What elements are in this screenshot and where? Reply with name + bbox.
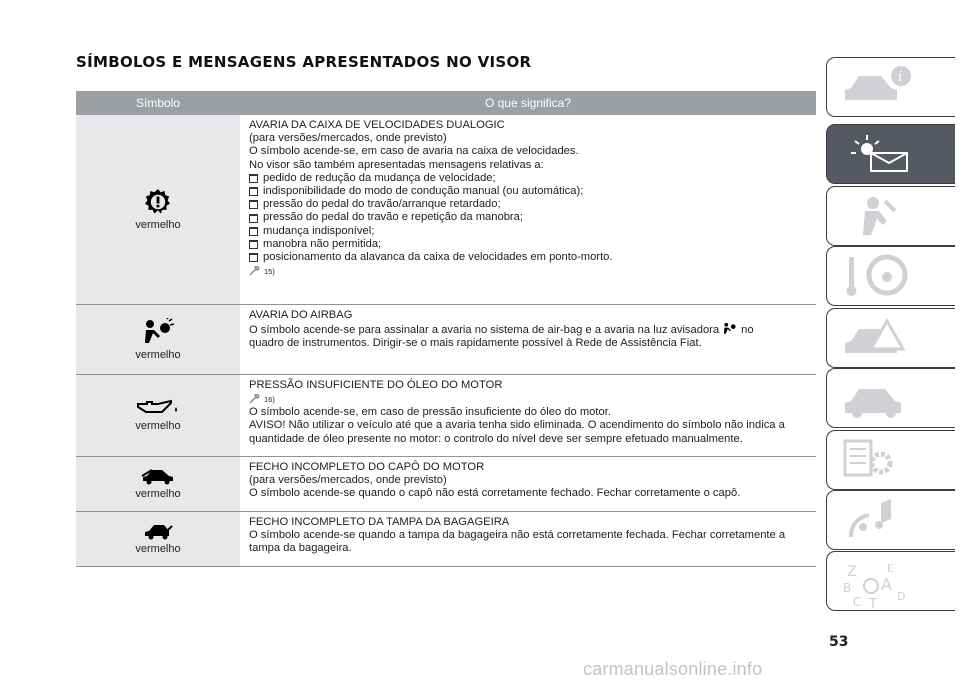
tab-emergency[interactable] xyxy=(826,308,955,368)
svg-text:C: C xyxy=(853,595,862,609)
tab-car-info[interactable] xyxy=(826,57,955,117)
symbol-color-label: vermelho xyxy=(135,219,181,231)
tab-index[interactable] xyxy=(826,551,955,611)
oil-can-icon xyxy=(136,399,180,417)
page-number: 53 xyxy=(829,634,849,650)
cross-reference xyxy=(249,264,816,278)
list-item-text: indisponibilidade do modo de condução manual (ou automática); xyxy=(263,185,584,198)
symbol-cell xyxy=(76,512,241,566)
symbol-color-label: vermelho xyxy=(135,487,181,500)
warning-heading: FECHO INCOMPLETO DO CAPÔ DO MOTOR xyxy=(249,461,485,473)
bullet-icon xyxy=(249,174,258,183)
list-item-text: pressão do pedal do travão/arranque retardado; xyxy=(263,198,501,211)
tab-maintenance[interactable] xyxy=(826,368,955,428)
text-segment: no xyxy=(741,324,754,337)
list-item xyxy=(249,198,816,211)
tab-technical-data[interactable] xyxy=(826,430,955,490)
table-row xyxy=(76,375,816,457)
text-line: (para versões/mercados, onde previsto) xyxy=(249,474,447,487)
header-meaning: O que significa? xyxy=(484,96,572,110)
list-item-text: posicionamento da alavanca da caixa de velocidades em ponto-morto. xyxy=(263,251,613,264)
watermark: carmanualsonline.info xyxy=(583,659,763,679)
warning-heading: FECHO INCOMPLETO DA TAMPA DA BAGAGEIRA xyxy=(249,516,510,528)
svg-text:A: A xyxy=(881,575,892,594)
warning-heading: AVARIA DO AIRBAG xyxy=(249,309,353,321)
tab-warning-lights[interactable] xyxy=(826,124,955,184)
emergency-icon xyxy=(841,315,915,361)
svg-text:T: T xyxy=(869,597,877,610)
list-item xyxy=(249,172,816,185)
svg-text:B: B xyxy=(843,581,852,595)
meaning-cell xyxy=(241,457,816,511)
multimedia-icon xyxy=(841,497,915,543)
page-title: SÍMBOLOS E MENSAGENS APRESENTADOS NO VISOR xyxy=(76,53,532,71)
list-item xyxy=(249,185,816,198)
text-line xyxy=(249,322,816,337)
trunk-open-icon xyxy=(143,524,173,540)
symbols-table xyxy=(76,91,816,567)
bullet-icon xyxy=(249,240,258,249)
table-row xyxy=(76,512,816,567)
list-item xyxy=(249,251,816,264)
symbol-cell xyxy=(76,375,241,456)
text-line: (para versões/mercados, onde previsto) xyxy=(249,132,447,145)
list-item-text: pressão do pedal do travão e repetição da manobra; xyxy=(263,211,523,224)
technical-data-icon xyxy=(841,437,915,483)
svg-text:D: D xyxy=(897,590,906,603)
text-line: quantidade de óleo presente no motor: o controlo do nível deve ser sempre efetuado manualmente. xyxy=(249,432,743,445)
list-item xyxy=(249,238,816,251)
bullet-icon xyxy=(249,200,258,209)
text-line: No visor são também apresentadas mensagens relativas a: xyxy=(249,158,544,171)
tab-multimedia[interactable] xyxy=(826,490,955,550)
safety-icon xyxy=(841,193,915,239)
warning-lights-icon xyxy=(841,131,915,177)
text-line: O símbolo acende-se, em caso de avaria na caixa de velocidades. xyxy=(249,145,579,158)
gearbox-warning-icon xyxy=(144,188,172,216)
list-item xyxy=(249,211,816,224)
reference-number: 16) xyxy=(264,394,275,404)
list-item-text: pedido de redução da mudança de velocidade; xyxy=(263,171,496,184)
bullet-icon xyxy=(249,187,258,196)
meaning-cell xyxy=(241,305,816,374)
bullet-icon xyxy=(249,227,258,236)
warning-heading: PRESSÃO INSUFICIENTE DO ÓLEO DO MOTOR xyxy=(249,379,503,391)
car-info-icon xyxy=(841,64,915,110)
warning-heading: AVARIA DA CAIXA DE VELOCIDADES DUALOGIC xyxy=(249,119,505,131)
list-item-text: mudança indisponível; xyxy=(263,224,375,237)
wrench-icon xyxy=(249,266,261,276)
bullet-icon xyxy=(249,253,258,262)
airbag-icon xyxy=(722,322,738,335)
svg-text:Z: Z xyxy=(847,564,857,580)
text-line: tampa da bagageira. xyxy=(249,542,352,555)
symbol-cell xyxy=(76,115,241,304)
table-row xyxy=(76,457,816,512)
header-symbol: Símbolo xyxy=(135,96,181,110)
symbol-cell xyxy=(76,305,241,374)
list-item xyxy=(249,225,816,238)
text-line: AVISO! Não utilizar o veículo até que a avaria tenha sido eliminada. O acendimento do símbolo não indica a xyxy=(249,419,785,432)
table-row xyxy=(76,115,816,305)
text-line: quadro de instrumentos. Dirigir-se o mais rapidamente possível à Rede de Assistência Fiat. xyxy=(249,337,702,350)
meaning-cell xyxy=(241,115,816,304)
text-segment: O símbolo acende-se para assinalar a avaria no sistema de air-bag e a avaria na luz avisadora xyxy=(249,324,720,337)
steering-wheel-icon xyxy=(841,253,915,299)
tab-safety[interactable] xyxy=(826,186,955,246)
tab-steering[interactable] xyxy=(826,246,955,306)
svg-text:i: i xyxy=(898,69,903,85)
table-row xyxy=(76,305,816,375)
table-header xyxy=(76,91,816,115)
meaning-cell xyxy=(241,375,816,456)
wrench-icon xyxy=(249,394,261,404)
meaning-cell xyxy=(241,512,816,566)
symbol-color-label: vermelho xyxy=(135,349,181,361)
symbol-color-label: vermelho xyxy=(135,420,181,432)
cross-reference xyxy=(249,392,816,406)
list-item-text: manobra não permitida; xyxy=(263,237,382,250)
svg-text:E: E xyxy=(887,562,894,575)
hood-open-icon xyxy=(141,469,175,485)
text-line: O símbolo acende-se, em caso de pressão insuficiente do óleo do motor. xyxy=(249,406,611,419)
airbag-icon xyxy=(141,318,175,346)
text-line: O símbolo acende-se quando a tampa da bagageira não está corretamente fechada. Fechar corretamente a xyxy=(249,529,786,542)
reference-number: 15) xyxy=(264,266,275,276)
bullet-icon xyxy=(249,214,258,223)
index-icon xyxy=(841,558,915,610)
symbol-cell xyxy=(76,457,241,511)
maintenance-icon xyxy=(841,375,915,421)
text-line: O símbolo acende-se quando o capô não está corretamente fechado. Fechar corretamente o capô. xyxy=(249,487,741,500)
symbol-color-label: vermelho xyxy=(135,542,181,555)
